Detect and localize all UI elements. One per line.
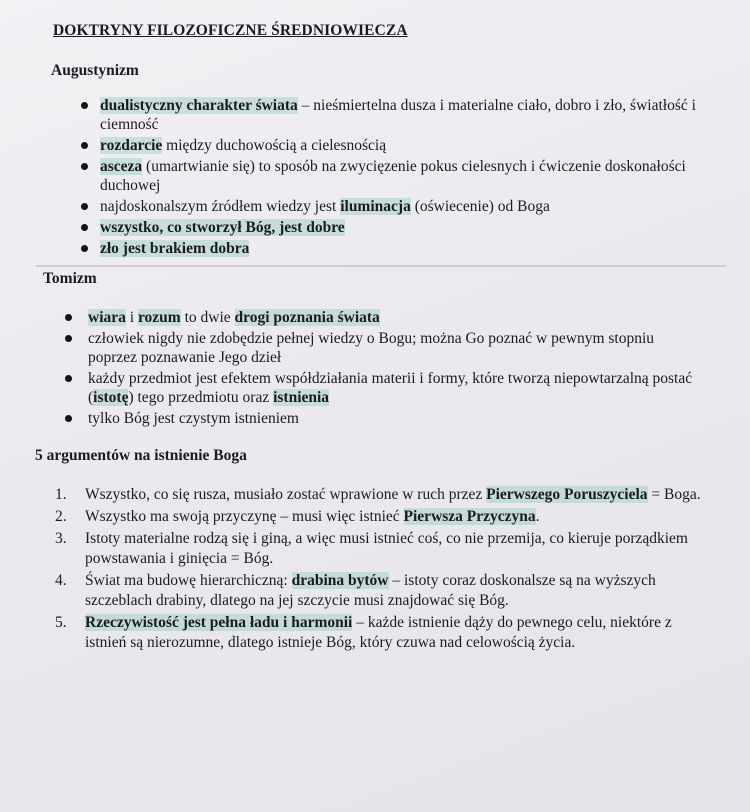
list-item: każdy przedmiot jest efektem współdziałania materii i formy, które tworzą niepowtarzalną postać (istotę) tego przedmiotu oraz istnienia	[64, 369, 694, 407]
list-item: wszystko, co stworzył Bóg, jest dobre	[80, 218, 700, 237]
bullet-icon	[81, 102, 88, 109]
list-item: wiara i rozum to dwie drogi poznania świata	[64, 308, 694, 327]
list-item: zło jest brakiem dobra	[80, 239, 700, 258]
list-item: rozdarcie między duchowością a cielesnością	[80, 136, 700, 155]
bullet-icon	[65, 335, 72, 342]
list-item: dualistyczny charakter świata – nieśmiertelna dusza i materialne ciało, dobro i zło, światłość i ciemność	[80, 96, 700, 134]
list-item: najdoskonalszym źródłem wiedzy jest iluminacja (oświecenie) od Boga	[80, 197, 700, 216]
heading-tomizm: Tomizm	[43, 270, 97, 287]
bullet-icon	[65, 375, 72, 382]
bullet-icon	[81, 163, 88, 170]
bullet-icon	[81, 245, 88, 252]
bullet-icon	[81, 224, 88, 231]
bullet-icon	[81, 142, 88, 149]
list-item: 2. Wszystko ma swoją przyczynę – musi więc istnieć Pierwsza Przyczyna.	[55, 508, 540, 525]
augustynizm-list	[80, 96, 700, 260]
bullet-icon	[65, 415, 72, 422]
list-item: 5. Rzeczywistość jest pełna ładu i harmonii – każde istnienie dąży do pewnego celu, niektóre z istnień są nierozumne, dlatego istnieje Bóg, który czuwa nad celowością życia.	[55, 614, 672, 651]
bullet-icon	[65, 314, 72, 321]
list-item: 4. Świat ma budowę hierarchiczną: drabina bytów – istoty coraz doskonalsze są na wyższych szczeblach drabiny, dlatego na jej szczycie musi znajdować się Bóg.	[55, 572, 656, 609]
list-item: 1. Wszystko, co się rusza, musiało zostać wprawione w ruch przez Pierwszego Poruszyciela = Boga.	[55, 486, 701, 503]
heading-augustynizm: Augustynizm	[51, 62, 139, 79]
divider	[36, 265, 726, 267]
argumenty-list	[55, 485, 705, 655]
document-title: DOKTRYNY FILOZOFICZNE ŚREDNIOWIECZA	[53, 22, 408, 39]
heading-argumenty: 5 argumentów na istnienie Boga	[35, 447, 247, 464]
list-item: 3. Istoty materialne rodzą się i giną, a więc musi istnieć coś, co nie przemija, co kieruje porządkiem powstawania i ginięcia = Bóg.	[55, 530, 688, 567]
list-item: asceza (umartwianie się) to sposób na zwycięzenie pokus cielesnych i ćwiczenie doskonałości duchowej	[80, 157, 700, 195]
tomizm-list	[64, 308, 694, 430]
bullet-icon	[81, 203, 88, 210]
list-item: człowiek nigdy nie zdobędzie pełnej wiedzy o Bogu; można Go poznać w pewnym stopniu poprzez poznawanie Jego dzieł	[64, 329, 694, 367]
list-item: tylko Bóg jest czystym istnieniem	[64, 409, 694, 428]
